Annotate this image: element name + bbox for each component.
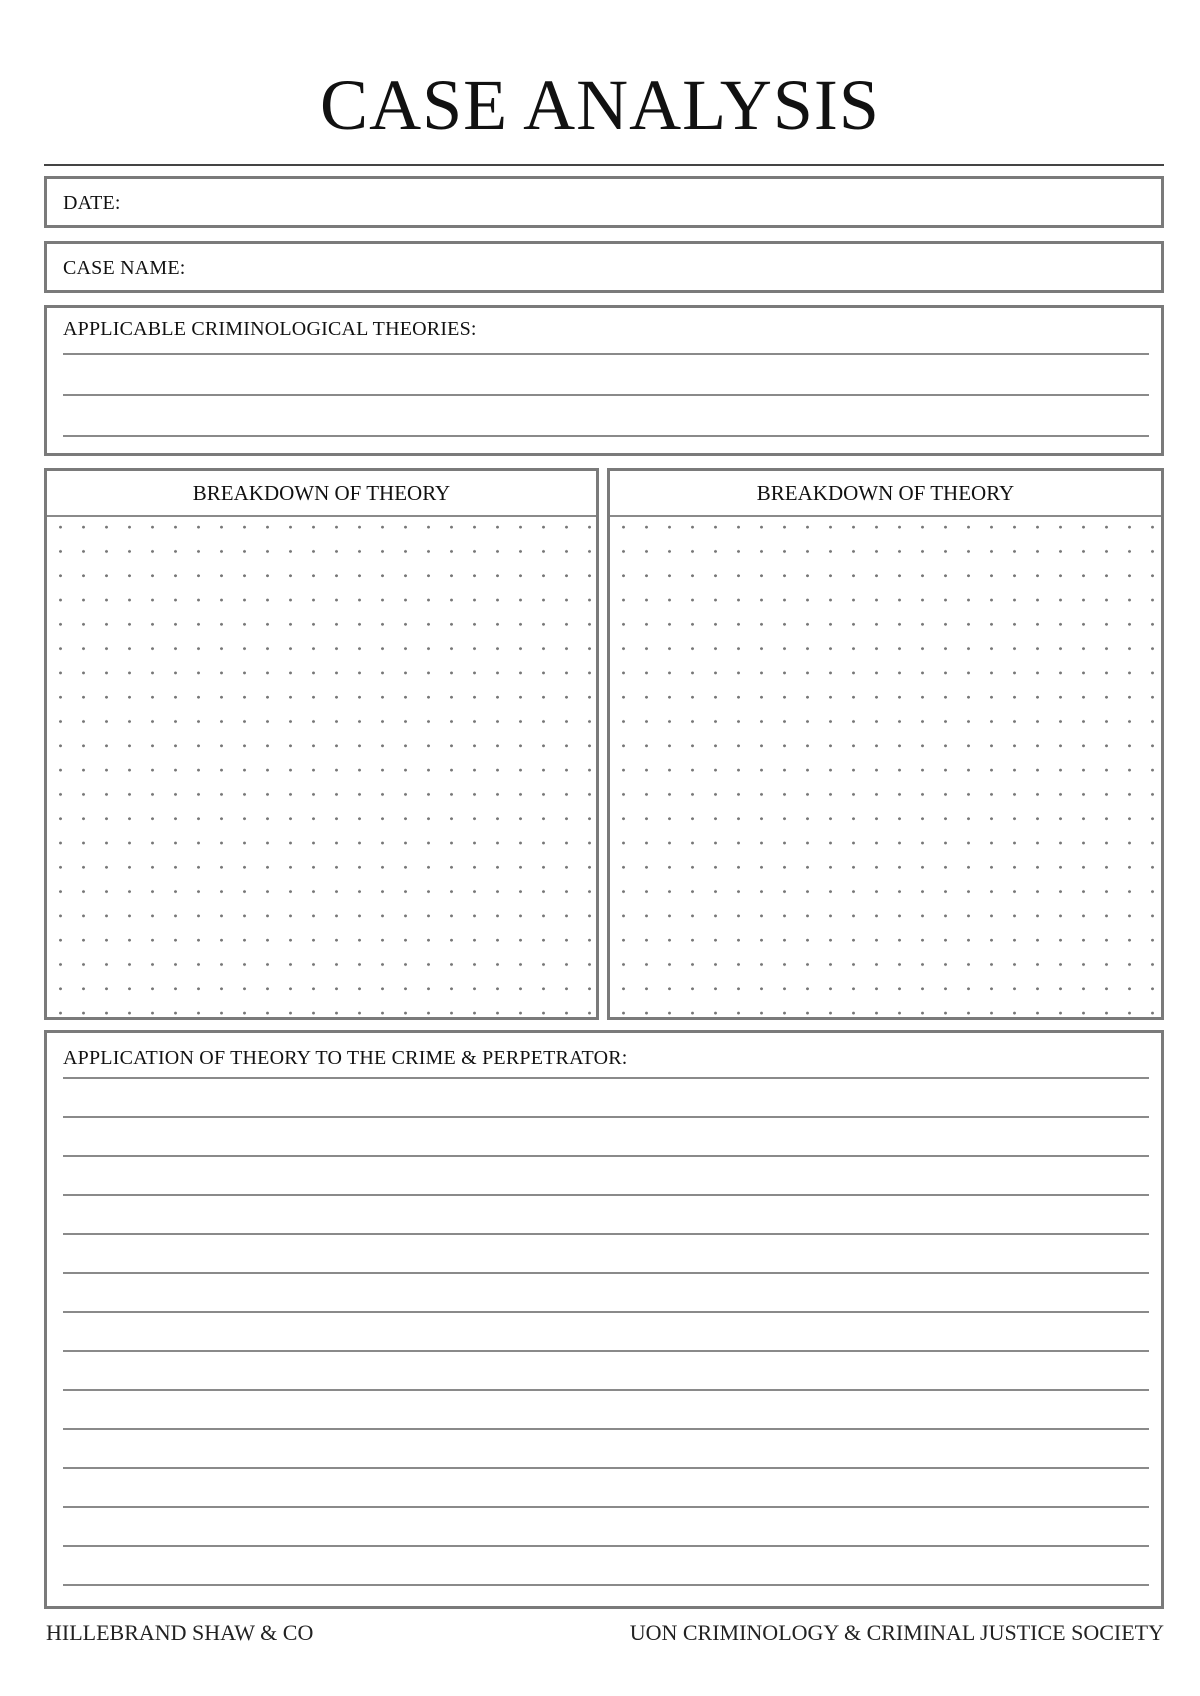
panel-heading: BREAKDOWN OF THEORY xyxy=(610,471,1161,517)
writing-line[interactable] xyxy=(63,1311,1149,1313)
writing-line[interactable] xyxy=(63,1155,1149,1157)
writing-line[interactable] xyxy=(63,1272,1149,1274)
application-section[interactable] xyxy=(44,1030,1164,1609)
writing-line[interactable] xyxy=(63,1584,1149,1586)
dot-grid[interactable] xyxy=(612,517,1159,1015)
page-title: CASE ANALYSIS xyxy=(320,65,880,145)
footer-right: UON CRIMINOLOGY & CRIMINAL JUSTICE SOCIETY xyxy=(629,1620,1164,1645)
writing-line[interactable] xyxy=(63,1116,1149,1118)
dot-grid[interactable] xyxy=(49,517,594,1015)
breakdown-panel-right[interactable] xyxy=(607,468,1164,1020)
theories-label: APPLICABLE CRIMINOLOGICAL THEORIES: xyxy=(63,318,477,340)
footer-left: HILLEBRAND SHAW & CO xyxy=(46,1620,314,1645)
panel-heading: BREAKDOWN OF THEORY xyxy=(47,471,596,517)
case-name-field[interactable] xyxy=(44,241,1164,293)
writing-line[interactable] xyxy=(63,1350,1149,1352)
writing-line[interactable] xyxy=(63,1428,1149,1430)
writing-line[interactable] xyxy=(63,1233,1149,1235)
writing-line[interactable] xyxy=(63,1467,1149,1469)
case-name-label: CASE NAME: xyxy=(63,257,186,279)
writing-line[interactable] xyxy=(63,353,1149,355)
writing-line[interactable] xyxy=(63,1506,1149,1508)
writing-line[interactable] xyxy=(63,1545,1149,1547)
writing-line[interactable] xyxy=(63,435,1149,437)
date-field[interactable] xyxy=(44,176,1164,228)
application-label: APPLICATION OF THEORY TO THE CRIME & PERPETRATOR: xyxy=(63,1047,628,1069)
breakdown-panel-left[interactable] xyxy=(44,468,599,1020)
date-label: DATE: xyxy=(63,192,121,214)
theories-section[interactable] xyxy=(44,305,1164,456)
writing-line[interactable] xyxy=(63,1389,1149,1391)
title-divider xyxy=(44,164,1164,166)
writing-line[interactable] xyxy=(63,394,1149,396)
writing-line[interactable] xyxy=(63,1077,1149,1079)
writing-line[interactable] xyxy=(63,1194,1149,1196)
